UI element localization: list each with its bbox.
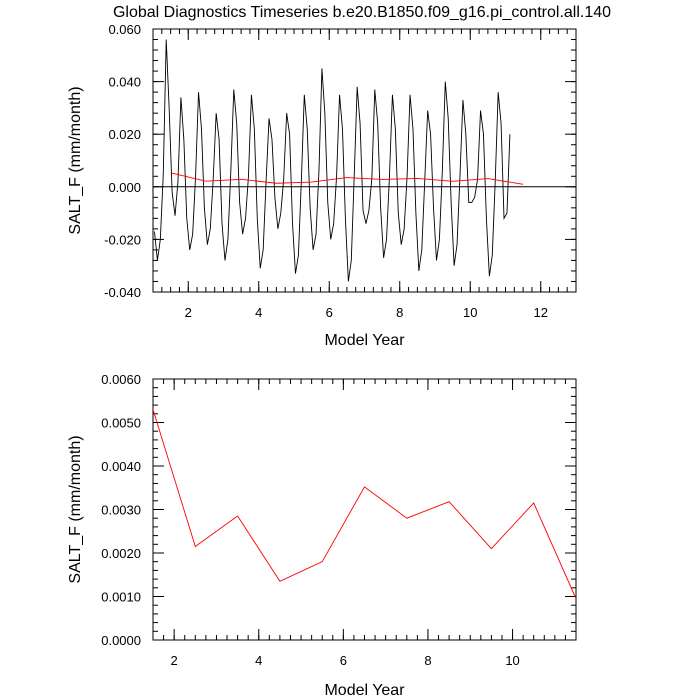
x-tick-label: 2 (170, 653, 178, 668)
x-tick-label: 2 (184, 305, 192, 320)
chart-panel-2 (67, 372, 576, 699)
y-tick-label: 0.020 (108, 127, 141, 143)
y-tick-label: 0.0040 (101, 459, 141, 474)
chart-panel-1 (67, 22, 576, 349)
chart-title: Global Diagnostics Timeseries b.e20.B1850.f09_g16.pi_control.all.140 (112, 4, 612, 21)
y-tick-label: 0.0060 (101, 372, 141, 387)
y-tick-label: 0.0000 (101, 633, 141, 648)
y-tick-label: -0.020 (104, 232, 141, 248)
y-axis-label: SALT_F (mm/month) (67, 435, 84, 584)
x-tick-label: 12 (533, 305, 548, 320)
y-tick-label: 0.000 (108, 179, 141, 195)
y-axis-label: SALT_F (mm/month) (67, 86, 84, 235)
y-tick-label: 0.0020 (101, 546, 141, 561)
x-axis-label: Model Year (324, 682, 405, 699)
x-tick-label: 8 (424, 653, 432, 668)
y-tick-label: 0.0030 (101, 502, 141, 518)
y-tick-label: 0.040 (108, 74, 141, 90)
plot-frame (153, 29, 576, 292)
y-tick-label: -0.040 (104, 285, 141, 300)
y-tick-label: 0.0050 (101, 415, 141, 431)
x-tick-label: 6 (339, 653, 347, 668)
x-tick-label: 6 (325, 305, 333, 320)
data-series-1-line (154, 40, 509, 282)
x-tick-label: 4 (255, 653, 263, 668)
x-tick-label: 8 (396, 305, 404, 320)
y-tick-label: 0.0010 (101, 589, 141, 605)
x-tick-label: 4 (255, 305, 263, 320)
x-tick-label: 10 (505, 653, 520, 668)
x-tick-label: 10 (463, 305, 478, 320)
plot-frame (153, 379, 576, 640)
data-series-1-line (153, 409, 576, 598)
data-series-2-line (171, 173, 524, 184)
y-tick-label: 0.060 (108, 22, 141, 37)
x-axis-label: Model Year (324, 332, 405, 349)
